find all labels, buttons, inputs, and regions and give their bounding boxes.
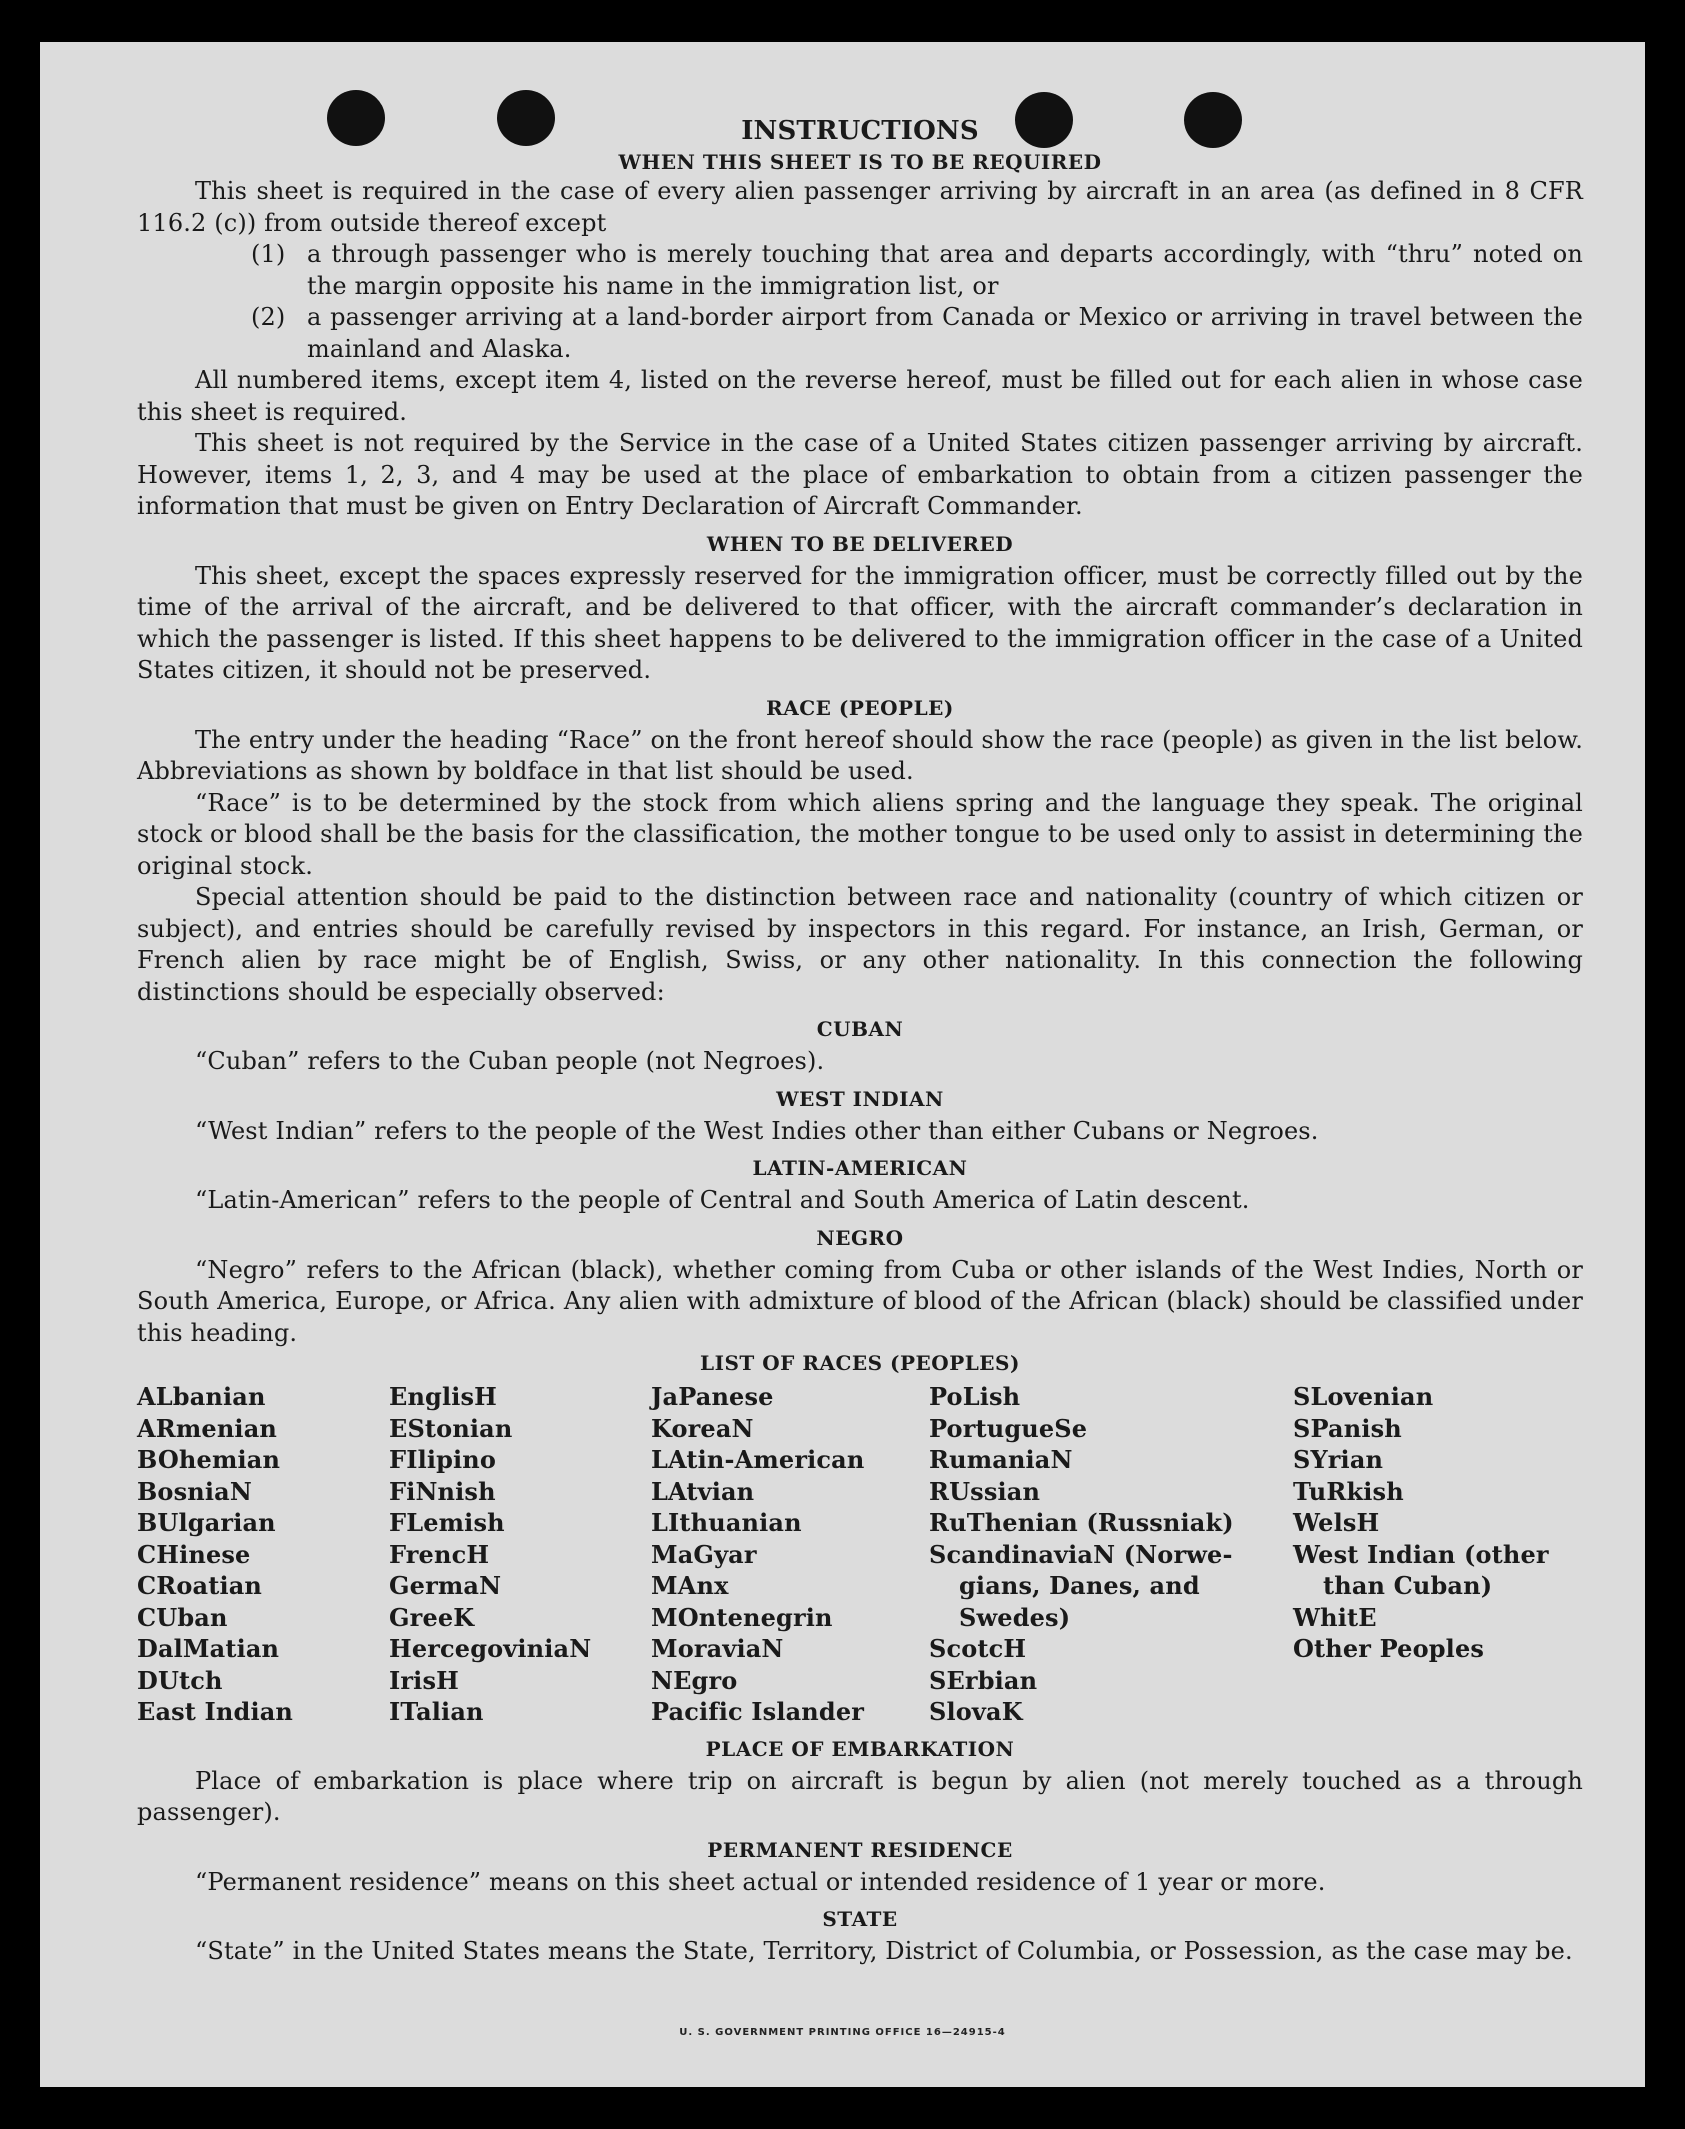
race-item: MaGyar [651,1539,757,1569]
race-item: BOhemian [137,1445,281,1474]
race-item: PoLish [929,1382,1021,1411]
section-heading: RACE (PEOPLE) [766,695,954,720]
race-list [137,1381,1583,1728]
section-heading: LATIN-AMERICAN [752,1156,968,1180]
race-item: CRoatian [137,1571,263,1600]
document-sheet [40,42,1645,2087]
race-item: SErbian [929,1665,1038,1695]
race-item: Pacific Islander [651,1697,865,1726]
race-item: TuRkish [1293,1476,1404,1506]
race-item: ALbanian [137,1382,266,1411]
race-item: gians, Danes, and [959,1571,1200,1600]
instructions-body [137,114,1583,1968]
race-item: GermaN [389,1571,502,1600]
section-heading: LIST OF RACES (PEOPLES) [700,1351,1020,1375]
race-item: BUlgarian [137,1508,276,1537]
race-item: MOntenegrin [651,1602,833,1632]
race-item: EnglisH [389,1382,497,1411]
race-item: LIthuanian [651,1508,802,1537]
item-number: (2) [251,303,286,331]
paragraph: “Race” is to be determined by the stock from which aliens spring and the language they speak. The original stock or blood shall be the basis for the classification, the mother tongue to be used only to assist in determining the original stock. [137,788,1583,880]
race-column [1293,1381,1583,1728]
race-item: West Indian (other [1293,1539,1549,1569]
race-item: NEgro [651,1665,738,1695]
race-item: FLemish [389,1508,505,1537]
race-item: WhitE [1293,1602,1377,1632]
race-item: GreeK [389,1602,475,1632]
section-heading: WHEN THIS SHEET IS TO BE REQUIRED [618,150,1102,174]
paragraph: “West Indian” refers to the people of the West Indies other than either Cubans or Negroes. [195,1116,1319,1145]
race-item: FiNnish [389,1476,496,1506]
race-item: CHinese [137,1539,251,1569]
race-item: RumaniaN [929,1445,1073,1474]
paragraph: “State” in the United States means the State, Territory, District of Columbia, or Possession, as the case may be. [195,1937,1573,1965]
race-item: BosniaN [137,1476,252,1506]
paragraph: This sheet is required in the case of every alien passenger arriving by aircraft in an area (as defined in 8 CFR 116.2 (c)) from outside thereof except [137,177,1583,237]
paragraph: “Negro” refers to the African (black), whether coming from Cuba or other islands of the West Indies, North or South America, Europe, or Africa. Any alien with admixture of blood of the African (black) should be classified under this heading. [137,1255,1583,1347]
race-column [929,1381,1293,1728]
race-column [137,1381,389,1728]
race-item: WelsH [1293,1508,1380,1537]
race-item: SlovaK [929,1697,1023,1726]
paragraph: Place of embarkation is place where trip on aircraft is begun by alien (not merely touched as a through passenger). [137,1766,1583,1826]
race-item: PortugueSe [929,1413,1088,1443]
race-item: EStonian [389,1413,513,1443]
race-item: SPanish [1293,1413,1402,1443]
item-text: a through passenger who is merely touching that area and departs accordingly, with “thru” noted on the margin opposite his name in the immigration list, or [307,240,1583,300]
race-item: Swedes) [959,1602,1071,1632]
paragraph: The entry under the heading “Race” on the front hereof should show the race (people) as given in the list below. Abbreviations as shown by boldface in that list should be used. [137,725,1583,785]
race-item: RUssian [929,1476,1041,1506]
list-item [137,239,1583,302]
race-item: SYrian [1293,1445,1384,1474]
paragraph: “Permanent residence” means on this sheet actual or intended residence of 1 year or more. [195,1867,1326,1896]
race-item: MoraviaN [651,1634,784,1663]
item-text: a passenger arriving at a land-border airport from Canada or Mexico or arriving in travel between the mainland and Alaska. [307,303,1583,363]
race-item: DUtch [137,1665,223,1695]
section-heading: CUBAN [816,1017,904,1041]
race-item: Other Peoples [1293,1634,1485,1663]
section-heading: PERMANENT RESIDENCE [707,1837,1013,1862]
race-item: ScandinaviaN (Norwe- [929,1539,1233,1569]
race-item: DalMatian [137,1634,280,1663]
race-item: FIlipino [389,1445,497,1474]
section-heading: STATE [822,1907,898,1931]
paragraph: Special attention should be paid to the distinction between race and nationality (country of which citizen or subject), and entries should be carefully revised by inspectors in this regard. For instance, an Irish, German, or French alien by race might be of English, Swiss, or any other nationality. In this connection the following distinctions should be especially observed: [137,883,1583,1006]
item-number: (1) [251,240,286,268]
paragraph: “Latin-American” refers to the people of Central and South America of Latin descent. [195,1186,1250,1214]
race-item: JaPanese [651,1382,774,1411]
race-item: than Cuban) [1323,1571,1493,1600]
section-heading: WHEN TO BE DELIVERED [706,531,1014,556]
paragraph: This sheet is not required by the Service in the case of a United States citizen passenger arriving by aircraft. However, items 1, 2, 3, and 4 may be used at the place of embarkation to obtain from a citizen passenger the information that must be given on Entry Declaration of Aircraft Commander. [137,429,1583,520]
race-item: HercegoviniaN [389,1634,592,1663]
race-item: MAnx [651,1571,729,1600]
race-item: ScotcH [929,1634,1027,1663]
race-column [389,1381,651,1728]
race-item: LAtvian [651,1476,755,1506]
race-item: FrencH [389,1539,490,1569]
list-item [137,302,1583,365]
paragraph: This sheet, except the spaces expressly reserved for the immigration officer, must be correctly filled out by the time of the arrival of the aircraft, and be delivered to that officer, with the aircraft commander’s declaration in which the passenger is listed. If this sheet happens to be delivered to the immigration officer in the case of a United States citizen, it should not be preserved. [137,561,1583,684]
race-item: SLovenian [1293,1382,1434,1411]
printing-office-footer: U. S. GOVERNMENT PRINTING OFFICE 16—24915-4 [679,2027,1006,2038]
race-item: LAtin-American [651,1445,865,1474]
race-item: ITalian [389,1697,484,1726]
section-heading: PLACE OF EMBARKATION [705,1736,1015,1761]
paragraph: All numbered items, except item 4, listed on the reverse hereof, must be filled out for each alien in whose case this sheet is required. [137,366,1583,426]
race-column [651,1381,929,1728]
section-heading: WEST INDIAN [776,1086,944,1111]
race-item: CUban [137,1602,228,1632]
section-heading: NEGRO [816,1225,904,1250]
page-title: INSTRUCTIONS [741,116,979,146]
race-item: KoreaN [651,1413,754,1443]
race-item: IrisH [389,1665,459,1695]
paragraph: “Cuban” refers to the Cuban people (not Negroes). [195,1047,825,1075]
race-item: ARmenian [137,1413,277,1443]
race-item: East Indian [137,1697,294,1726]
race-item: RuThenian (Russniak) [929,1508,1234,1537]
